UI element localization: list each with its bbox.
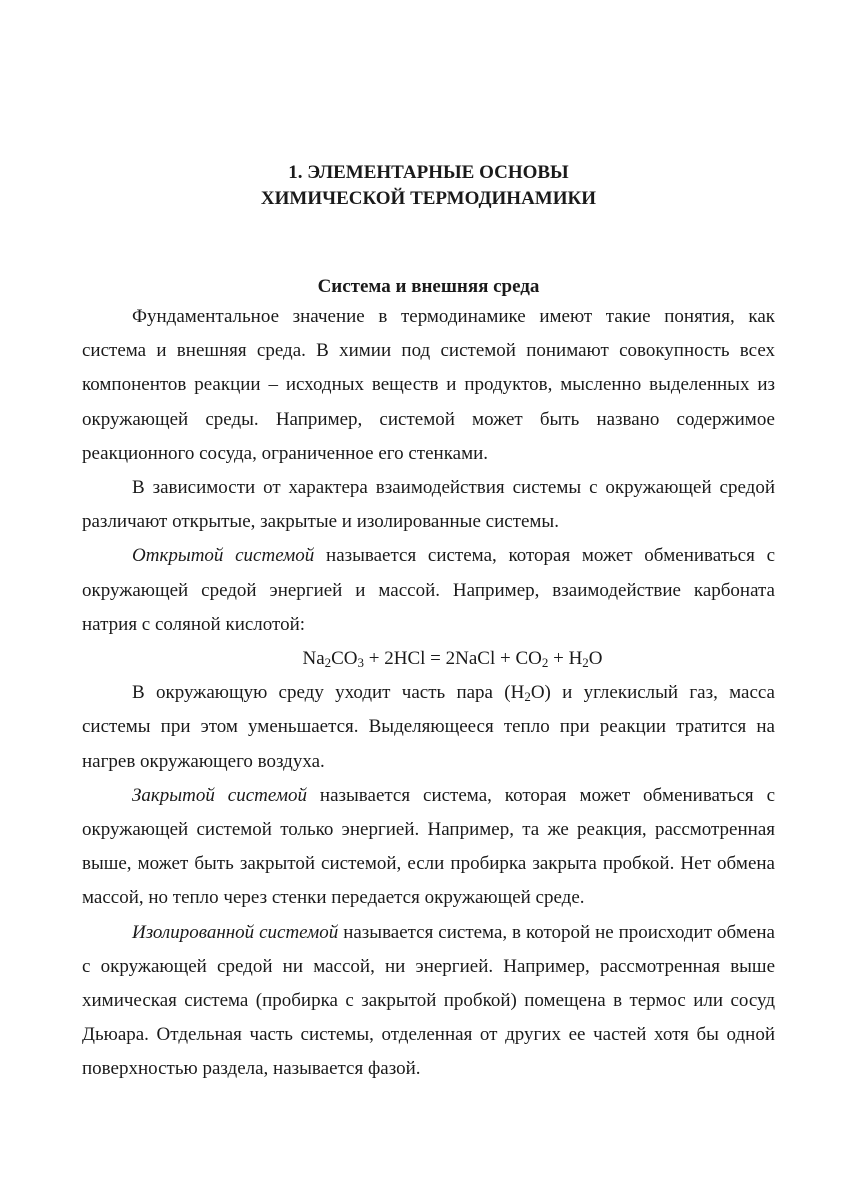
term-open-system: Открытой системой — [132, 545, 315, 567]
paragraph-open-system-example — [82, 676, 775, 779]
paragraph-isolated-system — [82, 916, 775, 1087]
paragraph-closed-system-text: называется система, которая может обмениваться с окружающей системой только энергией. Например, та же реакция, рассмотренная выше, может быть закрытой системой, если пробирка закрыта пробкой. Нет обмена массой, но тепло через стенки передается окружающей среде. — [82, 784, 775, 909]
chapter-title-line-2: ХИМИЧЕСКОЙ ТЕРМОДИНАМИКИ — [260, 188, 597, 209]
chapter-title-line-1: 1. ЭЛЕМЕНТАРНЫЕ ОСНОВЫ — [288, 162, 569, 183]
paragraph-closed-system — [82, 779, 775, 916]
eq-na: Na — [302, 648, 325, 670]
eq-plus-h: + H — [548, 648, 583, 670]
eq-h-sub: 2 — [582, 655, 589, 671]
paragraph-open-system — [82, 539, 775, 642]
document-page — [82, 160, 775, 1087]
paragraph-open-example-b: O) и углекислый газ, масса системы при этом уменьшается. Выделяющееся тепло при реакции тратится на нагрев окружающего воздуха. — [82, 682, 775, 772]
chapter-title — [82, 160, 775, 212]
paragraph-open-example-a: В окружающую среду уходит часть пара (H — [132, 682, 525, 704]
paragraph-isolated-system-text: называется система, в которой не происходит обмена с окружающей средой ни массой, ни энергией. Например, рассмотренная выше химическая система (пробирка с закрытой пробкой) помещена в термос или сосуд Дьюара. Отдельная часть системы, отделенная от других ее частей хотя бы одной поверхностью раздела, называется фазой. — [82, 921, 775, 1080]
eq-co2-sub: 2 — [541, 655, 549, 671]
eq-na-sub: 2 — [324, 655, 332, 671]
paragraph-intro: Фундаментальное значение в термодинамике имеют такие понятия, как система и внешняя среда. В химии под системой понимают совокупность всех компонентов реакции – исходных веществ и продуктов, мысленно выделенных из окружающей среды. Например, системой может быть названо содержимое реакционного сосуда, ограниченное его стенками. — [82, 306, 775, 464]
eq-co-sub: 3 — [357, 655, 365, 671]
paragraph-open-system-text: называется система, которая может обмениваться с окружающей средой энергией и массой. Например, взаимодействие карбоната натрия с соляной кислотой: — [82, 545, 775, 635]
eq-mid: + 2HCl = 2NaCl + CO — [364, 648, 542, 670]
chemical-equation — [82, 642, 775, 676]
paragraph-system-types: В зависимости от характера взаимодействия системы с окружающей средой различают открытые, закрытые и изолированные системы. — [82, 477, 775, 533]
term-isolated-system: Изолированной системой — [132, 921, 339, 943]
paragraph-open-example-sub: 2 — [524, 689, 531, 705]
term-closed-system: Закрытой системой — [132, 784, 307, 806]
eq-o: O — [588, 648, 603, 670]
eq-co: CO — [331, 648, 358, 670]
section-title: Система и внешняя среда — [317, 276, 540, 297]
